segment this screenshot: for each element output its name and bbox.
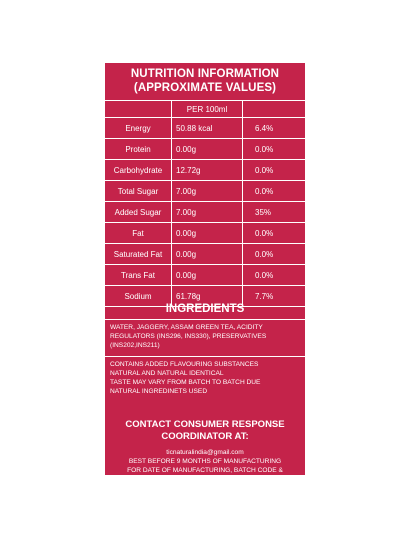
table-row [105, 138, 305, 159]
nutrient-value: 50.88 kcal [171, 118, 242, 138]
nutrient-name: Carbohydrate [113, 165, 163, 175]
table-row [105, 264, 305, 285]
nutrient-name: Fat [132, 228, 144, 238]
nutrient-name: Protein [125, 144, 151, 154]
nutrient-percent: 7.7% [242, 286, 305, 306]
table-row [105, 117, 305, 138]
contact-body [105, 448, 305, 484]
header-percent-cell [242, 101, 305, 117]
nutrient-name: Total Sugar [117, 186, 159, 196]
contact-title-line2: COORDINATOR AT: [161, 431, 249, 442]
note-line: NATURAL INGREDINETS USED [110, 388, 208, 395]
table-row [105, 222, 305, 243]
nutrient-name: Trans Fat [121, 270, 155, 280]
contact-title-line1: CONTACT CONSUMER RESPONSE [125, 419, 285, 430]
nutrition-rows [105, 117, 305, 307]
nutrition-label-panel [105, 63, 305, 483]
nutrient-percent: 0.0% [242, 223, 305, 243]
note-line: TASTE MAY VARY FROM BATCH TO BATCH DUE [110, 379, 261, 386]
note-line: NATURAL AND NATURAL IDENTICAL [110, 370, 224, 377]
contact-line: BEST BEFORE 9 MONTHS OF MANUFACTURING [128, 458, 282, 465]
nutrient-value: 0.00g [171, 265, 242, 285]
nutrient-name: Sodium [124, 291, 152, 301]
nutrient-name: Energy [125, 123, 151, 133]
nutrient-value: 0.00g [171, 244, 242, 264]
nutrition-table [105, 100, 305, 307]
nutrient-value: 7.00g [171, 181, 242, 201]
table-header-row [105, 100, 305, 117]
nutrient-name: Saturated Fat [113, 249, 163, 259]
nutrient-percent: 0.0% [242, 265, 305, 285]
note-line: CONTAINS ADDED FLAVOURING SUBSTANCES [110, 361, 259, 368]
nutrient-percent: 0.0% [242, 181, 305, 201]
table-row [105, 180, 305, 201]
nutrient-percent: 35% [242, 202, 305, 222]
per-100ml-header: PER 100ml [171, 101, 242, 117]
nutrient-percent: 0.0% [242, 139, 305, 159]
nutrient-value: 0.00g [171, 139, 242, 159]
ingredients-title: INGREDIENTS [165, 303, 245, 315]
contact-line: MRP PLEASE CHECK BASE OF CAN [148, 476, 262, 483]
table-row [105, 243, 305, 264]
contact-title [105, 419, 305, 443]
nutrition-title-line1: NUTRITION INFORMATION [130, 68, 280, 80]
ingredients-divider [105, 319, 305, 320]
ingredients-text: WATER, JAGGERY, ASSAM GREEN TEA, ACIDITY REGULATORS (INS296, INS330), PRESERVATIVES (INS202,INS211) [110, 324, 267, 349]
ingredients-notes [110, 360, 302, 396]
nutrient-percent: 0.0% [242, 160, 305, 180]
nutrient-name: Added Sugar [114, 207, 162, 217]
table-row [105, 159, 305, 180]
nutrient-value: 7.00g [171, 202, 242, 222]
contact-line: FOR DATE OF MANUFACTURING, BATCH CODE & [127, 467, 283, 474]
contact-email: ticnaturalindia@gmail.com [166, 449, 244, 456]
table-row [105, 201, 305, 222]
nutrient-value: 12.72g [171, 160, 242, 180]
nutrition-title-line2: (APPROXIMATE VALUES) [133, 82, 277, 94]
nutrient-value: 61.78g [171, 286, 242, 306]
nutrient-value: 0.00g [171, 223, 242, 243]
header-empty-cell [105, 101, 171, 117]
nutrient-percent: 0.0% [242, 244, 305, 264]
nutrient-percent: 6.4% [242, 118, 305, 138]
nutrition-title [105, 67, 305, 95]
notes-divider [105, 356, 305, 357]
